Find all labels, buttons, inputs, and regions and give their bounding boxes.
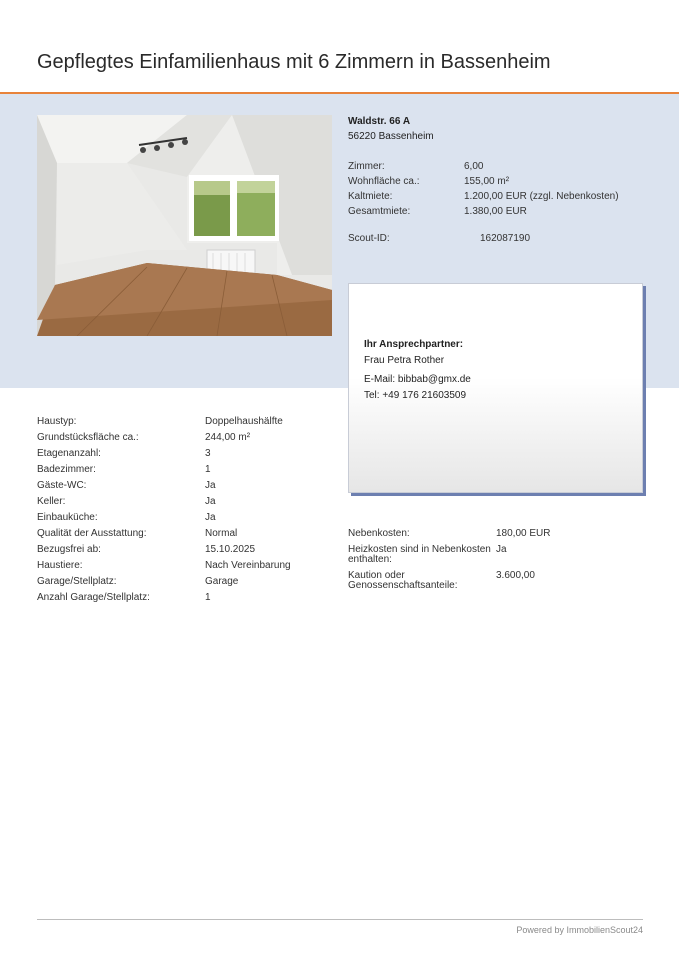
powered-by-text: Powered by ImmobilienScout24 bbox=[516, 925, 643, 935]
detail-label: Qualität der Ausstattung: bbox=[37, 528, 147, 539]
detail-label: Haustyp: bbox=[37, 416, 77, 427]
cost-label-additional-costs: Nebenkosten: bbox=[348, 528, 410, 539]
contact-heading: Ihr Ansprechpartner: bbox=[364, 339, 464, 350]
contact-email[interactable]: E-Mail: bibbab@gmx.de bbox=[364, 374, 471, 385]
cost-label-deposit-line-1: Kaution oder bbox=[348, 570, 405, 581]
detail-value: 1 bbox=[205, 592, 211, 603]
summary-label-living-area: Wohnfläche ca.: bbox=[348, 176, 420, 187]
detail-label: Einbauküche: bbox=[37, 512, 98, 523]
summary-value-total-rent: 1.380,00 EUR bbox=[464, 206, 527, 217]
footer-divider bbox=[37, 919, 643, 920]
cost-label-heating-line-2: enthalten: bbox=[348, 554, 392, 565]
scout-id-value: 162087190 bbox=[480, 233, 531, 244]
cost-label-heating-line-1: Heizkosten sind in Nebenkosten bbox=[348, 544, 491, 555]
detail-value: Ja bbox=[205, 512, 216, 523]
summary-label-cold-rent: Kaltmiete: bbox=[348, 191, 393, 202]
detail-value: Doppelhaushälfte bbox=[205, 416, 283, 427]
detail-value: 244,00 m² bbox=[205, 432, 251, 443]
contact-phone[interactable]: Tel: +49 176 21603509 bbox=[364, 390, 467, 401]
cost-value-deposit: 3.600,00 bbox=[496, 570, 535, 581]
detail-value: 3 bbox=[205, 448, 211, 459]
cost-value-heating: Ja bbox=[496, 544, 507, 555]
summary-label-rooms: Zimmer: bbox=[348, 161, 385, 172]
detail-value: Garage bbox=[205, 576, 239, 587]
detail-label: Haustiere: bbox=[37, 560, 83, 571]
detail-label: Garage/Stellplatz: bbox=[37, 576, 117, 587]
cost-value-additional-costs: 180,00 EUR bbox=[496, 528, 551, 539]
detail-label: Gäste-WC: bbox=[37, 480, 87, 491]
summary-value-rooms: 6,00 bbox=[464, 161, 484, 172]
detail-label: Badezimmer: bbox=[37, 464, 96, 475]
detail-label: Etagenanzahl: bbox=[37, 448, 101, 459]
summary-value-living-area: 155,00 m² bbox=[464, 176, 510, 187]
detail-value: 15.10.2025 bbox=[205, 544, 256, 555]
summary-value-cold-rent: 1.200,00 EUR (zzgl. Nebenkosten) bbox=[464, 191, 619, 202]
cost-label-deposit-line-2: Genossenschaftsanteile: bbox=[348, 580, 458, 591]
detail-label: Bezugsfrei ab: bbox=[37, 544, 101, 555]
page-title: Gepflegtes Einfamilienhaus mit 6 Zimmern in Bassenheim bbox=[37, 51, 551, 73]
attic-room-photo bbox=[37, 115, 332, 336]
detail-label: Anzahl Garage/Stellplatz: bbox=[37, 592, 150, 603]
detail-value: Ja bbox=[205, 480, 216, 491]
scout-id-label: Scout-ID: bbox=[348, 233, 390, 244]
detail-value: Ja bbox=[205, 496, 216, 507]
summary-label-total-rent: Gesamtmiete: bbox=[348, 206, 411, 217]
contact-card bbox=[348, 283, 643, 493]
address-city: 56220 Bassenheim bbox=[348, 131, 434, 142]
detail-label: Grundstücksfläche ca.: bbox=[37, 432, 139, 443]
detail-value: Nach Vereinbarung bbox=[205, 560, 291, 571]
property-photo[interactable] bbox=[37, 115, 332, 336]
detail-value: 1 bbox=[205, 464, 211, 475]
detail-value: Normal bbox=[205, 528, 238, 539]
address-street: Waldstr. 66 A bbox=[348, 116, 411, 127]
contact-name: Frau Petra Rother bbox=[364, 355, 445, 366]
detail-label: Keller: bbox=[37, 496, 66, 507]
